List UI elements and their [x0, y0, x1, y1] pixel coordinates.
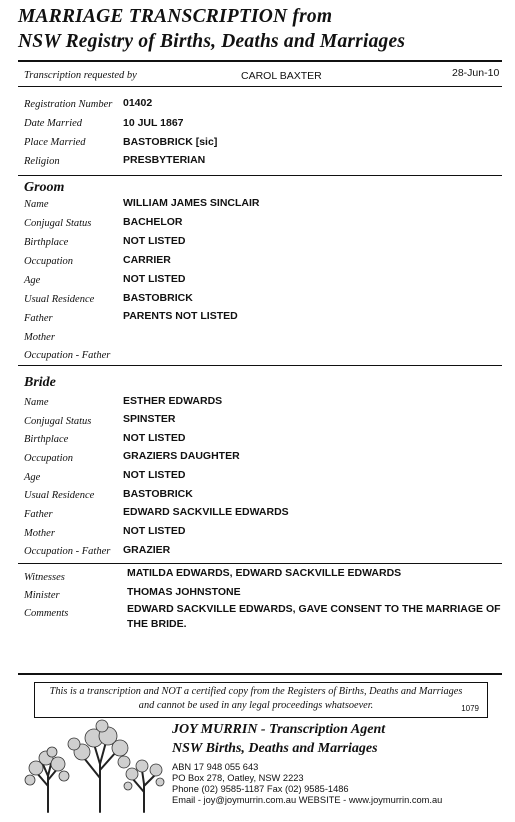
bride-conjugal-value: SPINSTER	[123, 413, 176, 425]
bride-residence-label: Usual Residence	[24, 490, 95, 501]
witnesses-label: Witnesses	[24, 572, 65, 583]
bride-age-label: Age	[24, 472, 41, 483]
groom-conjugal-label: Conjugal Status	[24, 218, 92, 229]
bride-occupation-father-value: GRAZIER	[123, 544, 171, 556]
bride-birthplace-label: Birthplace	[24, 434, 69, 445]
date-married-value: 10 JUL 1867	[123, 117, 184, 129]
groom-father-value: PARENTS NOT LISTED	[123, 310, 238, 322]
groom-name-label: Name	[24, 199, 49, 210]
disclaimer-box	[34, 682, 488, 718]
groom-occupation-value: CARRIER	[123, 254, 171, 266]
minister-value: THOMAS JOHNSTONE	[127, 586, 241, 598]
bride-mother-label: Mother	[24, 528, 55, 539]
bride-name-value: ESTHER EDWARDS	[123, 395, 223, 407]
groom-mother-label: Mother	[24, 332, 55, 343]
groom-name-value: WILLIAM JAMES SINCLAIR	[123, 197, 260, 209]
date-married-label: Date Married	[24, 118, 83, 129]
header-divider	[18, 60, 502, 62]
page-subtitle: NSW Registry of Births, Deaths and Marriages	[18, 31, 406, 52]
place-married-value: BASTOBRICK [sic]	[123, 136, 218, 148]
religion-label: Religion	[24, 156, 60, 167]
agent-subtitle: NSW Births, Deaths and Marriages	[172, 741, 378, 756]
disclaimer-text: This is a transcription and NOT a certified copy from the Registers of Births, Deaths and Marriages and cannot be used in any legal proceedings whatsoever.	[49, 686, 463, 711]
groom-heading: Groom	[24, 180, 65, 195]
bride-divider	[18, 365, 502, 366]
groom-residence-label: Usual Residence	[24, 294, 95, 305]
bride-birthplace-value: NOT LISTED	[123, 432, 186, 444]
document-code: 1079	[461, 704, 479, 713]
groom-birthplace-value: NOT LISTED	[123, 235, 186, 247]
agent-phone: Phone (02) 9585-1187 Fax (02) 9585-1486	[172, 784, 349, 794]
bride-father-label: Father	[24, 509, 53, 520]
groom-age-label: Age	[24, 275, 41, 286]
request-label: Transcription requested by	[24, 70, 137, 81]
registration-number-value: 01402	[123, 97, 153, 109]
groom-divider	[18, 175, 502, 176]
groom-age-value: NOT LISTED	[123, 273, 186, 285]
bride-occupation-label: Occupation	[24, 453, 73, 464]
other-divider	[18, 563, 502, 564]
agent-title: JOY MURRIN - Transcription Agent	[172, 722, 386, 737]
bride-name-label: Name	[24, 397, 49, 408]
comments-label: Comments	[24, 608, 69, 619]
registration-number-label: Registration Number	[24, 99, 113, 110]
bride-occupation-value: GRAZIERS DAUGHTER	[123, 450, 240, 462]
groom-father-label: Father	[24, 313, 53, 324]
request-divider	[18, 86, 502, 87]
groom-occupation-father-label: Occupation - Father	[24, 350, 111, 361]
request-date: 28-Jun-10	[452, 67, 500, 79]
page-title: MARRIAGE TRANSCRIPTION from	[18, 6, 333, 27]
agent-abn: ABN 17 948 055 643	[172, 762, 259, 772]
groom-birthplace-label: Birthplace	[24, 237, 69, 248]
bride-age-value: NOT LISTED	[123, 469, 186, 481]
agent-address: PO Box 278, Oatley, NSW 2223	[172, 773, 304, 783]
groom-occupation-label: Occupation	[24, 256, 73, 267]
bride-conjugal-label: Conjugal Status	[24, 416, 92, 427]
bride-father-value: EDWARD SACKVILLE EDWARDS	[123, 506, 289, 518]
religion-value: PRESBYTERIAN	[123, 154, 206, 166]
bride-heading: Bride	[24, 375, 56, 390]
groom-residence-value: BASTOBRICK	[123, 292, 193, 304]
witnesses-value: MATILDA EDWARDS, EDWARD SACKVILLE EDWARDS	[127, 567, 402, 579]
request-name: CAROL BAXTER	[241, 70, 322, 82]
bride-mother-value: NOT LISTED	[123, 525, 186, 537]
bride-residence-value: BASTOBRICK	[123, 488, 193, 500]
bride-occupation-father-label: Occupation - Father	[24, 546, 111, 557]
agent-email: Email - joy@joymurrin.com.au WEBSITE - www.joymurrin.com.au	[172, 795, 443, 805]
groom-conjugal-value: BACHELOR	[123, 216, 183, 228]
trees-logo-icon	[24, 714, 166, 814]
minister-label: Minister	[24, 590, 60, 601]
footer-divider	[18, 673, 502, 675]
comments-value: EDWARD SACKVILLE EDWARDS, GAVE CONSENT TO THE MARRIAGE OF THE BRIDE.	[127, 603, 501, 630]
place-married-label: Place Married	[24, 137, 86, 148]
